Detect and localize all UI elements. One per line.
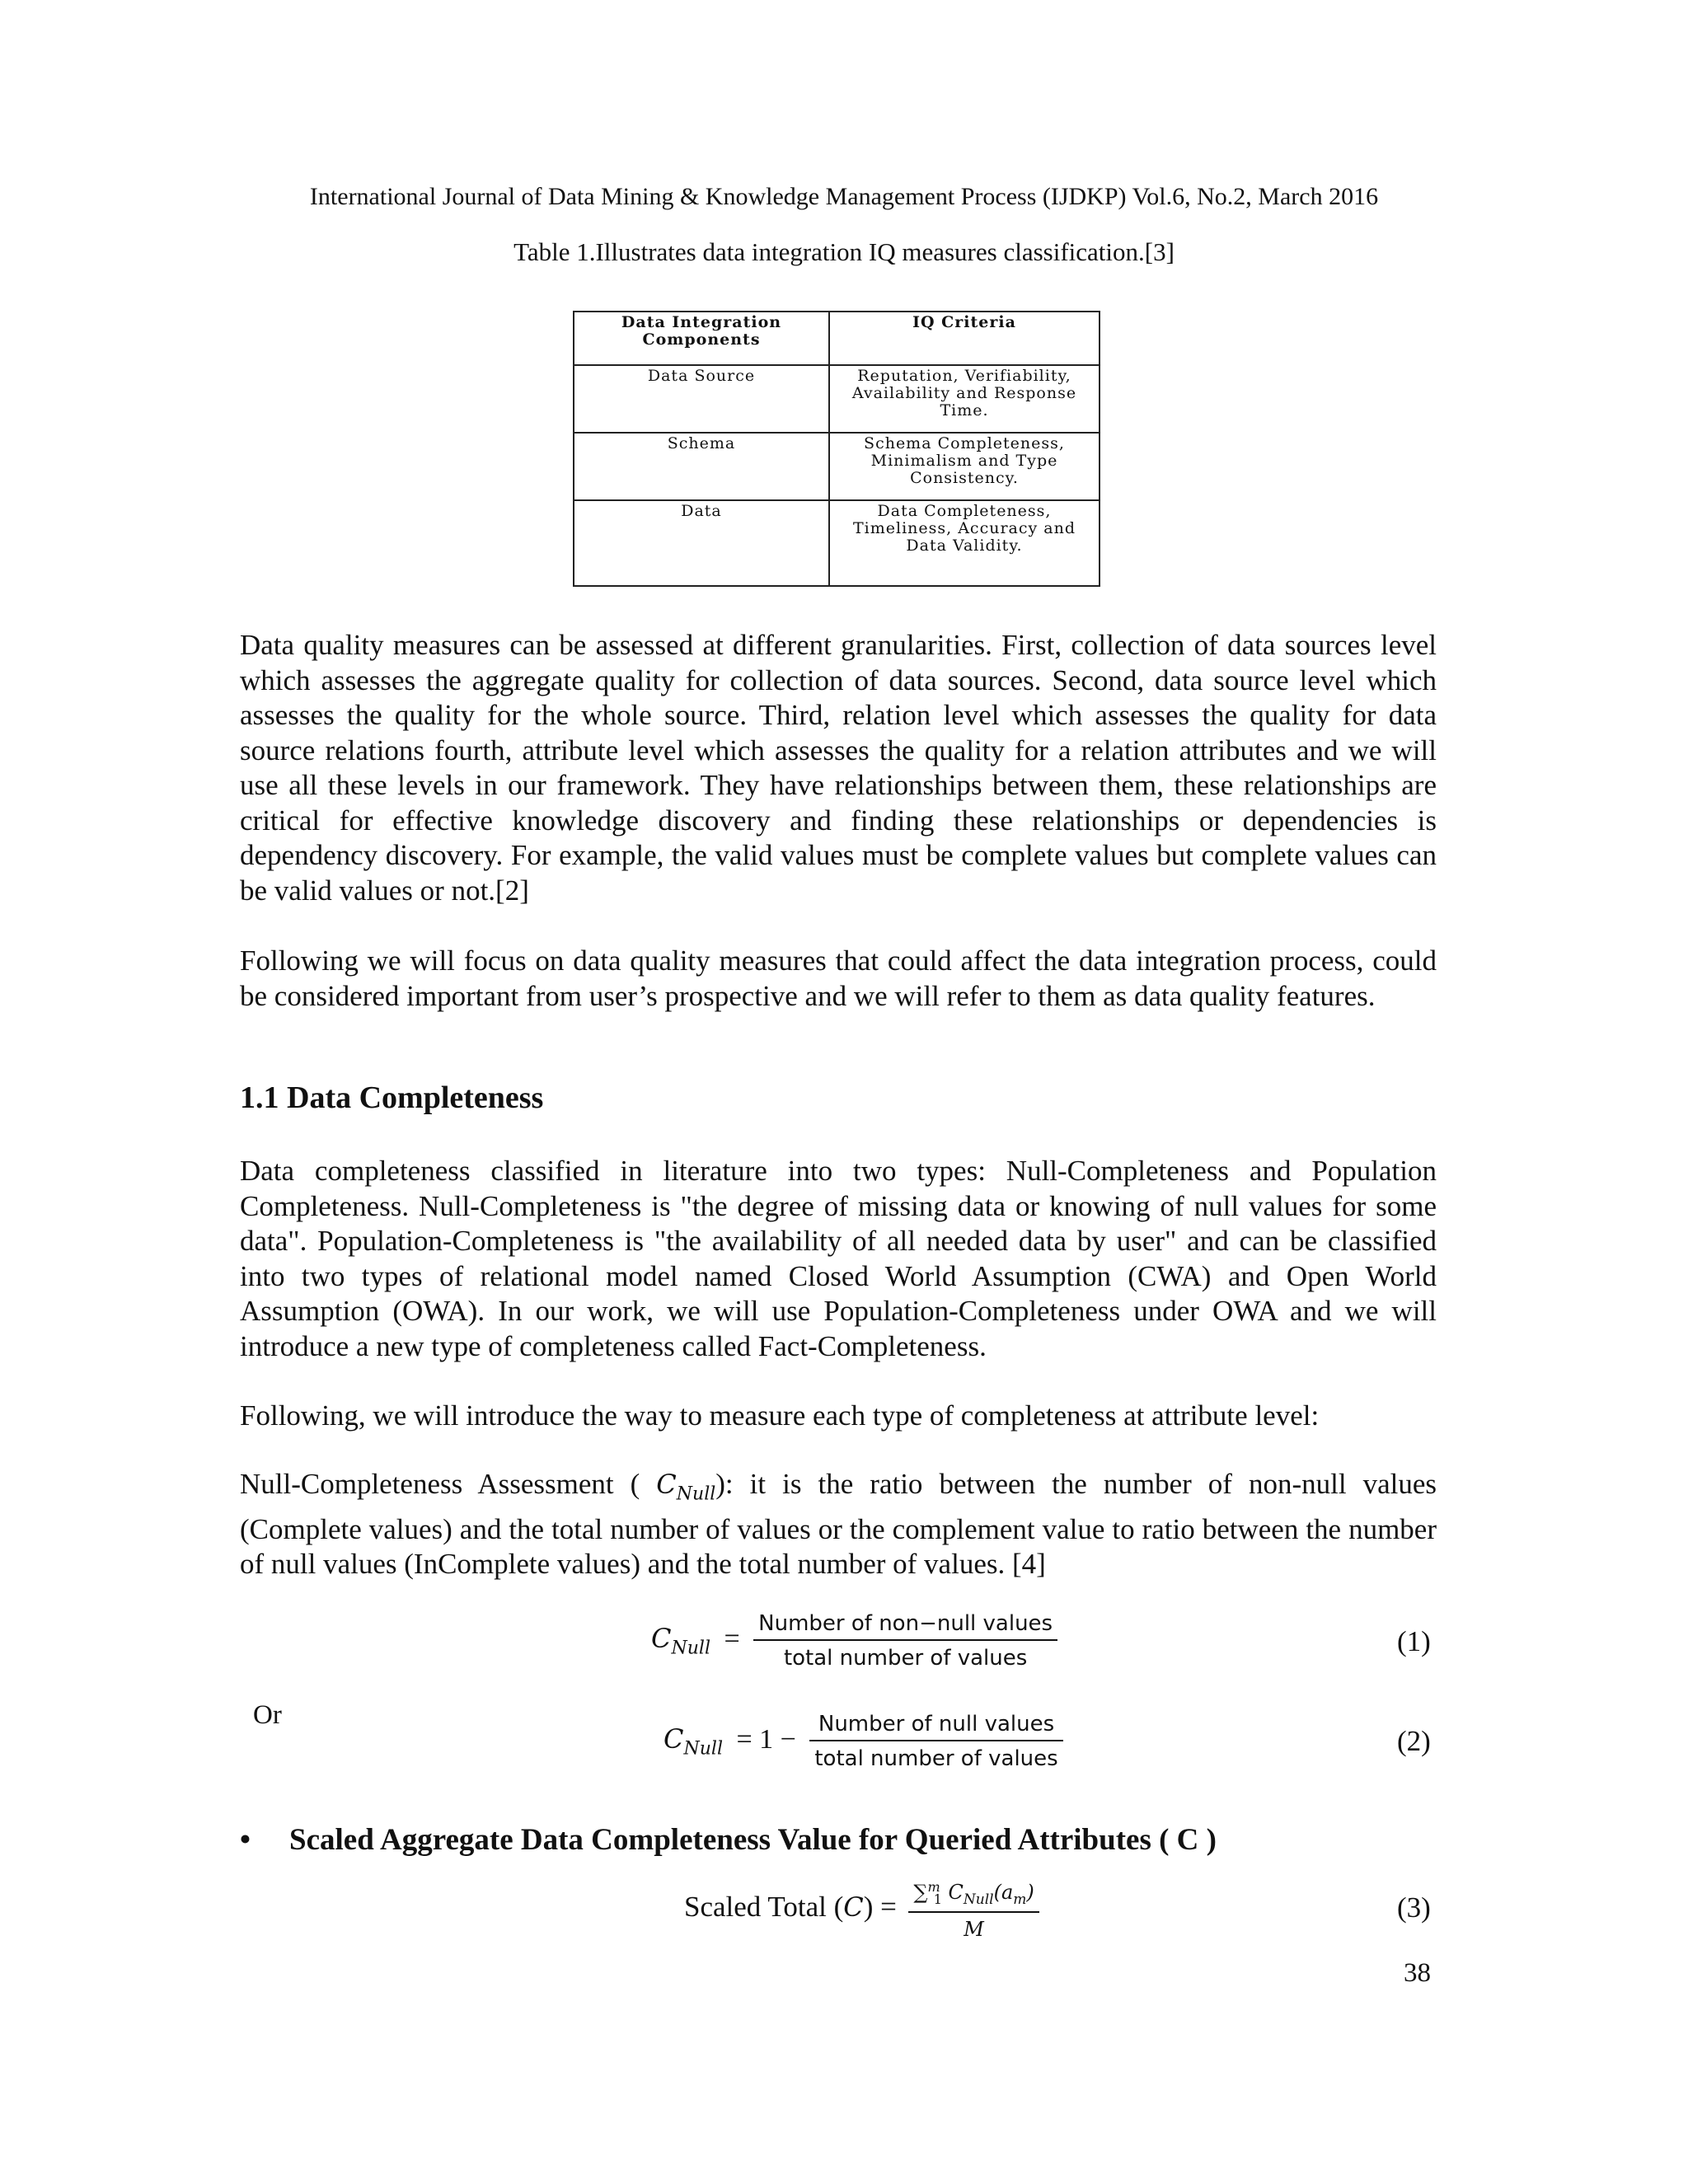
denominator: total number of values <box>814 1746 1058 1771</box>
numerator: Number of null values <box>809 1712 1062 1741</box>
text-run: Null-Completeness Assessment ( <box>240 1468 657 1500</box>
eq3-close: ) = <box>863 1891 897 1924</box>
bullet-text: Scaled Aggregate Data Completeness Value for Queried Attributes ( C ) <box>289 1823 1217 1857</box>
text-run: ): it is the ratio between the number of non-null values (Complete values) and the total number of values or the complement value to ratio between the number of null values (InComplete values) and the total number of values. [4] <box>240 1468 1437 1581</box>
fraction <box>809 1712 1062 1771</box>
or-label: Or <box>253 1700 282 1730</box>
table-caption: Table 1.Illustrates data integration IQ measures classification.[3] <box>513 237 1175 266</box>
equals-one-minus: = 1 − <box>736 1723 796 1755</box>
table-cell: Reputation, Verifiability, Availability and Response Time. <box>829 365 1100 433</box>
denominator: total number of values <box>783 1646 1028 1671</box>
section-heading: 1.1 Data Completeness <box>240 1080 544 1115</box>
paragraph-granularities: Data quality measures can be assessed at different granularities. First, collection of data sources level which assesses the aggregate quality for collection of data sources. Second, data source level which assesses the quality for the whole source. Third, relation level which assesses the quality for data source relations fourth, attribute level which assesses the quality for a relation attributes and we will use all these levels in our framework. They have relationships between them, these relationships are critical for effective knowledge discovery and finding these relationships or dependencies is dependency discovery. For example, the valid values must be complete values but complete values can be valid values or not.[2] <box>240 629 1437 907</box>
c-symbol: C <box>843 1891 864 1924</box>
table-row <box>574 500 1100 586</box>
c-null-symbol: $C_{Null}$ <box>651 1622 710 1659</box>
bullet-item <box>240 1822 1217 1858</box>
table-cell: Schema <box>574 433 829 500</box>
paragraph-quality-features: Following we will focus on data quality measures that could affect the data integration process, could be considered important from user’s prospective and we will refer to them as data quality features. <box>240 944 1437 1012</box>
paragraph-completeness-types: Data completeness classified in literature into two types: Null-Completeness and Population Completeness. Null-Completeness is "the degree of missing data or knowing of null values for some data". Population-Completeness is "the availability of all needed data by user" and can be classified into two types of relational model named Closed World Assumption (CWA) and Open World Assumption (OWA). In our work, we will use Population-Completeness under OWA and we will introduce a new type of completeness called Fact-Completeness. <box>240 1155 1437 1362</box>
table-header-criteria: IQ Criteria <box>829 312 1100 365</box>
equation-number: (1) <box>1397 1625 1431 1657</box>
equation-number: (3) <box>1397 1891 1431 1924</box>
bullet-symbol: • <box>240 1823 251 1857</box>
equation-number: (2) <box>1397 1725 1431 1757</box>
table-header-components: Data Integration Components <box>574 312 829 365</box>
fraction <box>908 1879 1039 1941</box>
eq3-label: Scaled Total ( <box>684 1891 844 1924</box>
iq-criteria-table <box>573 311 1100 587</box>
equation-3 <box>684 1879 1039 1941</box>
equation-2 <box>663 1712 1063 1771</box>
paragraph-measure-intro: Following, we will introduce the way to measure each type of completeness at attribute level: <box>240 1399 1320 1432</box>
table-row <box>574 433 1100 500</box>
table-header-row <box>574 312 1100 365</box>
running-header: International Journal of Data Mining & Knowledge Management Process (IJDKP) Vol.6, No.2, March 2016 <box>309 183 1379 210</box>
c-null-symbol: $C_{Null}$ <box>656 1469 716 1505</box>
c-null-symbol: $C_{Null}$ <box>663 1722 723 1760</box>
numerator: ∑$^m_1$ $C_{Null}(a_m)$ <box>908 1879 1039 1913</box>
table-cell: Schema Completeness, Minimalism and Type Consistency. <box>829 433 1100 500</box>
numerator: Number of non−null values <box>753 1611 1057 1641</box>
equals-sign: = <box>724 1623 740 1654</box>
denominator: M <box>964 1917 984 1941</box>
table-cell: Data Completeness, Timeliness, Accuracy and Data Validity. <box>829 500 1100 586</box>
sum-symbol: ∑ <box>913 1881 928 1904</box>
fraction <box>753 1611 1057 1671</box>
page-number: 38 <box>1404 1958 1431 1988</box>
equation-1 <box>651 1611 1057 1671</box>
table-cell: Data Source <box>574 365 829 433</box>
paragraph-null-completeness <box>240 1467 1437 1582</box>
table-row <box>574 365 1100 433</box>
table-cell: Data <box>574 500 829 586</box>
